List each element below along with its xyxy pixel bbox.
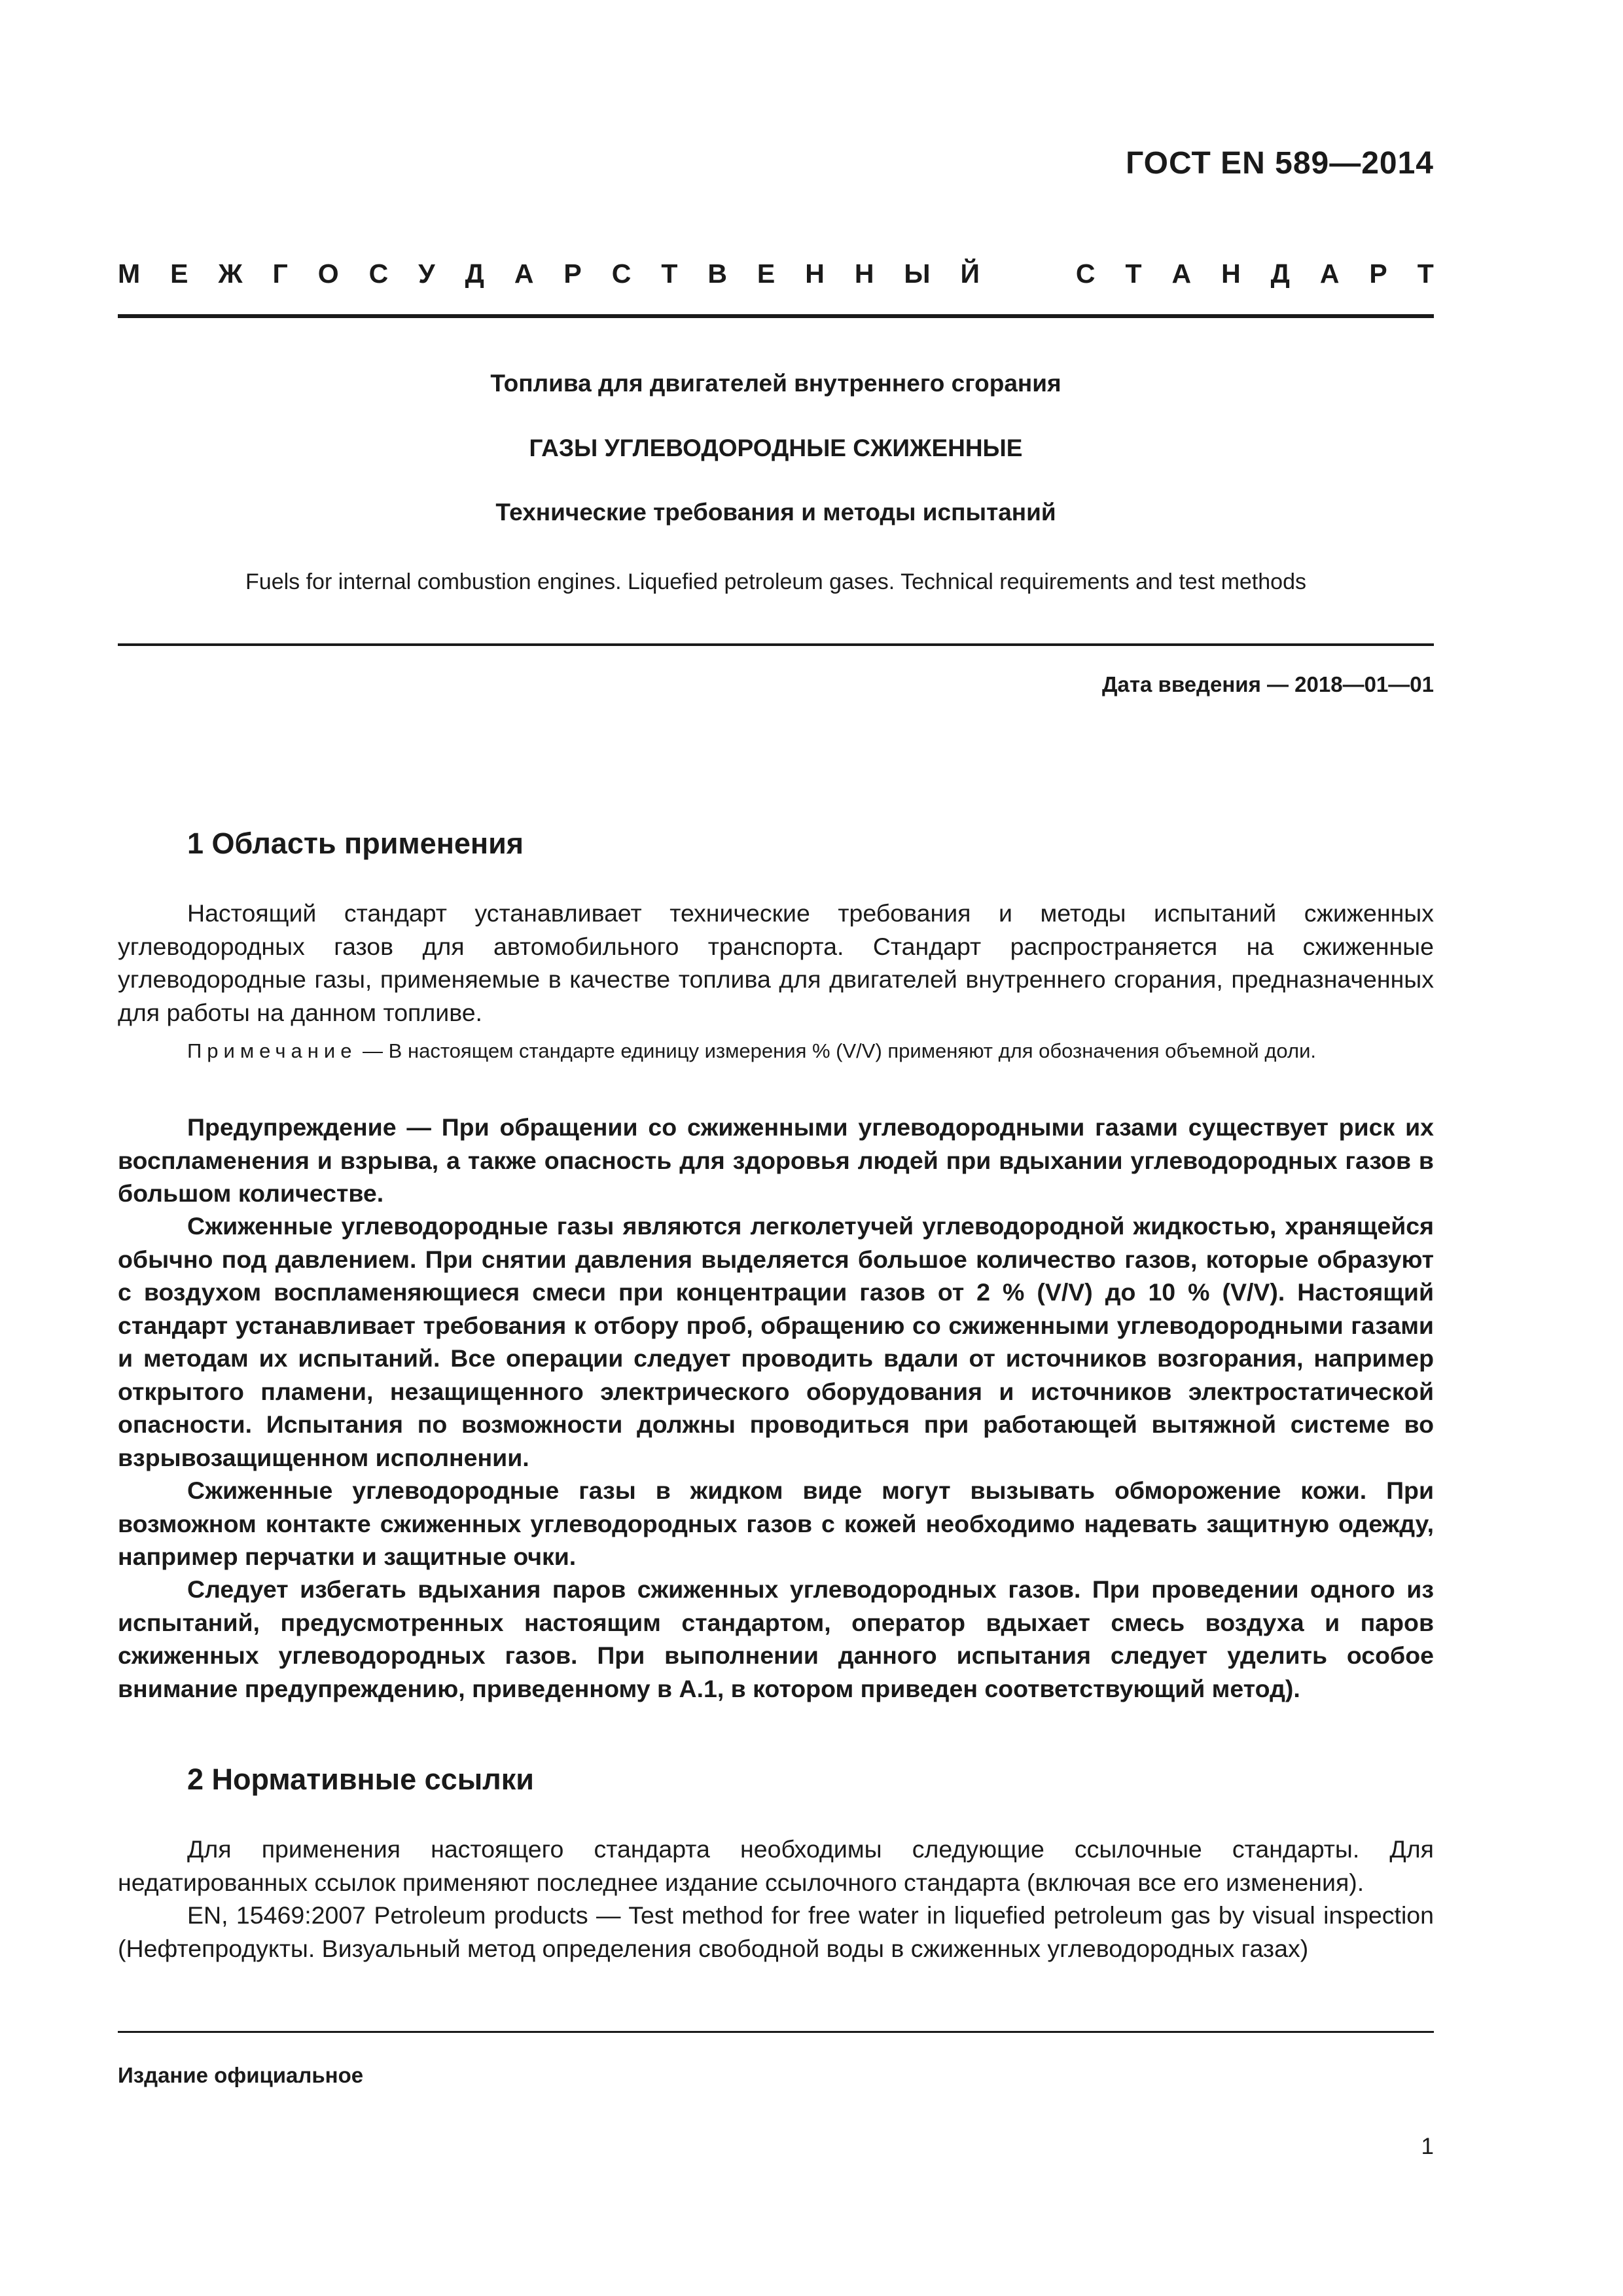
warning-paragraph-2: Сжиженные углеводородные газы являются легколетучей углеводородной жидкостью, хранящейся обычно под давлением. При снятии давления выделяется большое количество газов, которые образуют с воздухом воспламеняющиеся смеси при концентрации газов от 2 % (V/V) до 10 % (V/V). Настоящий стандарт устанавливает требования к отбору проб, обращению со сжиженными углеводородными газами и методам их испытаний. Все операции следует проводить вдали от источников возгорания, например открытого пламени, незащищенного электрического оборудования и источников электростатической опасности. Испытания по возможности должны проводиться при работающей вытяжной системе во взрывозащищенном исполнении. <box>118 1212 1434 1471</box>
section-2-paragraph-1: Для применения настоящего стандарта необходимы следующие ссылочные стандарты. Для недатированных ссылок применяют последнее издание ссылочного стандарта (включая все его изменения). <box>118 1835 1434 1896</box>
banner-word-interstate-letter: Й <box>960 259 980 289</box>
title-line-3: Технические требования и методы испытаний <box>495 499 1056 526</box>
banner-word-standard-letter: Д <box>1270 259 1290 289</box>
banner-word-interstate-letter: Н <box>854 259 874 289</box>
banner-word-interstate-letter: Н <box>805 259 825 289</box>
banner-word-gap <box>1010 259 1046 289</box>
banner-word-interstate-letter: Т <box>661 259 678 289</box>
section-1-note <box>118 1036 1434 1066</box>
banner-word-interstate-letter: Е <box>757 259 776 289</box>
note-label: Примечание <box>187 1039 357 1062</box>
banner-word-standard-letter: С <box>1075 259 1096 289</box>
banner-word-standard-letter: Т <box>1417 259 1434 289</box>
section-1-paragraph: Настоящий стандарт устанавливает технические требования и методы испытаний сжиженных углеводородных газов для автомобильного транспорта. Стандарт распространяется на сжиженные углеводородные газы, применяемые в качестве топлива для двигателей внутреннего сгорания, предназначенных для работы на данном топливе. <box>118 899 1434 1026</box>
section-2-heading: 2 Нормативные ссылки <box>187 1763 534 1796</box>
banner-word-interstate-letter: Ж <box>218 259 243 289</box>
banner-word-interstate-letter: У <box>418 259 435 289</box>
banner-word-standard-letter: Р <box>1369 259 1387 289</box>
warning-paragraph-3: Сжиженные углеводородные газы в жидком виде могут вызывать обморожение кожи. При возможном контакте сжиженных углеводородных газов с кожей необходимо надевать защитную одежду, например перчатки и защитные очки. <box>118 1477 1434 1570</box>
footer-divider <box>118 2031 1434 2033</box>
warning-paragraph-4: Следует избегать вдыхания паров сжиженных углеводородных газов. При проведении одного из испытаний, предусмотренных настоящим стандартом, оператор вдыхает смесь воздуха и паров сжиженных углеводородных газов. При выполнении данного испытания следует уделить особое внимание предупреждению, приведенному в А.1, в котором приведен соответствующий метод). <box>118 1575 1434 1702</box>
banner-word-interstate-letter: С <box>368 259 389 289</box>
section-2-reference: EN, 15469:2007 Petroleum products — Test method for free water in liquefied petroleum gas by visual inspection (Нефтепродукты. Визуальный метод определения свободной воды в сжиженных углеводородных газах) <box>118 1901 1434 1962</box>
banner-word-standard-letter: Н <box>1221 259 1241 289</box>
banner-word-standard-letter: Т <box>1125 259 1142 289</box>
page-number: 1 <box>1421 2134 1434 2159</box>
banner-word-interstate-letter: А <box>514 259 534 289</box>
banner-word-interstate-letter: Д <box>465 259 484 289</box>
title-line-2: ГАЗЫ УГЛЕВОДОРОДНЫЕ СЖИЖЕННЫЕ <box>529 435 1023 461</box>
note-text: — В настоящем стандарте единицу измерения % (V/V) применяют для обозначения объемной доли. <box>357 1039 1317 1062</box>
banner-word-interstate-letter: В <box>707 259 727 289</box>
standard-type-banner <box>118 259 1434 289</box>
banner-word-interstate-letter: Ы <box>904 259 931 289</box>
banner-word-interstate-letter: О <box>317 259 339 289</box>
title-divider <box>118 643 1434 646</box>
title-line-1: Топлива для двигателей внутреннего сгорания <box>490 370 1061 397</box>
banner-word-interstate-letter: Е <box>170 259 188 289</box>
banner-word-interstate-letter: Г <box>272 259 288 289</box>
warning-paragraph-1: Предупреждение — При обращении со сжиженными углеводородными газами существует риск их воспламенения и взрыва, а также опасность для здоровья людей при вдыхании углеводородных газов в большом количестве. <box>118 1113 1434 1207</box>
section-1-heading: 1 Область применения <box>187 827 524 860</box>
title-english: Fuels for internal combustion engines. Liquefied petroleum gases. Technical requirements and test methods <box>245 569 1306 594</box>
official-edition-label: Издание официальное <box>118 2063 364 2087</box>
banner-word-interstate-letter: Р <box>563 259 582 289</box>
banner-word-interstate-letter: С <box>611 259 632 289</box>
introduction-date: Дата введения — 2018—01—01 <box>1102 672 1434 696</box>
banner-word-interstate-letter: М <box>118 259 141 289</box>
banner-word-standard-letter: А <box>1171 259 1192 289</box>
header-divider <box>118 314 1434 318</box>
banner-word-standard-letter: А <box>1319 259 1340 289</box>
standard-number: ГОСТ EN 589—2014 <box>1126 146 1434 181</box>
